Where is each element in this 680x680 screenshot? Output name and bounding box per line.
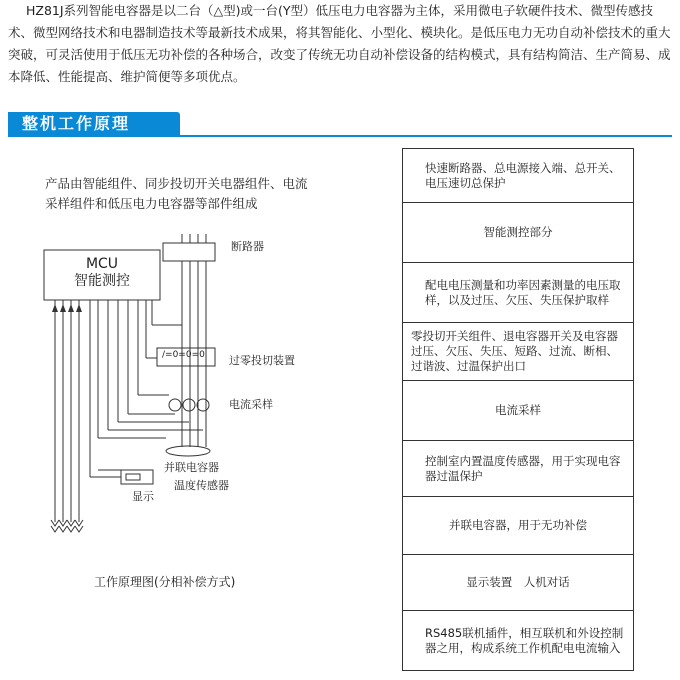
- intro-paragraph: HZ81J系列智能电容器是以二台（△型)或一台(Y型）低压电力电容器为主体，采用微电子软硬件技术、微型传感技术、微型网络技术和电器制造技术等最新技术成果，将其智能化、小型化、模块化。是低压电力无功自动补偿技术的重大突破，可灵活使用于低压无功补偿的各种场合，改变了传统无功自动补偿设备的结构模式，具有结构简洁、生产简易、成本降低、性能提高、维护简便等多项优点。: [8, 3, 671, 84]
- function-cell: 快速断路器、总电源接入端、总开关、电压速切总保护: [403, 149, 634, 203]
- function-row: [403, 203, 634, 263]
- breaker-box: [163, 243, 215, 261]
- function-table: [402, 148, 634, 671]
- function-cell: 智能测控部分: [403, 203, 634, 263]
- temp-sensor-label: 温度传感器: [174, 479, 229, 492]
- function-row: [403, 323, 634, 381]
- display-screen: [126, 474, 140, 480]
- function-row: [403, 611, 634, 671]
- current-coil: [197, 399, 209, 411]
- function-row: [403, 555, 634, 611]
- current-coil: [169, 399, 181, 411]
- function-cell: 并联电容器，用于无功补偿: [403, 497, 634, 555]
- switch-text: /=0=0=0: [162, 350, 205, 360]
- function-cell: 控制室内置温度传感器，用于实现电容器过温保护: [403, 441, 634, 497]
- function-row: [403, 149, 634, 203]
- current-coil: [183, 399, 195, 411]
- capacitor-label: 并联电容器: [164, 461, 219, 474]
- function-cell: RS485联机插件，相互联机和外设控制器之用，构成系统工作机配电电流输入: [403, 611, 634, 671]
- capacitor-symbol: [166, 446, 210, 456]
- diagram-description: 产品由智能组件、同步投切开关电器组件、电流采样组件和低压电力电容器等部件组成: [45, 176, 308, 211]
- function-row: [403, 441, 634, 497]
- signal-arrow: [68, 304, 74, 312]
- signal-arrow: [76, 304, 82, 312]
- mcu-label: [44, 256, 160, 290]
- diagram-caption: 工作原理图(分相补偿方式): [94, 575, 236, 589]
- function-row: [403, 263, 634, 323]
- mcu-subtitle: 智能测控: [74, 273, 130, 289]
- current-sampling-label: 电流采样: [229, 398, 273, 411]
- signal-arrow: [52, 304, 58, 312]
- display-label: 显示: [132, 490, 154, 503]
- function-row: [403, 381, 634, 441]
- signal-arrow: [60, 304, 66, 312]
- breaker-label: 断路器: [231, 240, 264, 253]
- function-cell: 零投切开关组件、退电容器开关及电容器过压、欠压、失压、短路、过流、断相、过谐波、过温保护出口: [403, 323, 634, 381]
- switch-label: 过零投切装置: [229, 354, 295, 367]
- function-row: [403, 497, 634, 555]
- function-cell: 配电电压测量和功率因素测量的电压取样，以及过压、欠压、失压保护取样: [403, 263, 634, 323]
- function-cell: 显示装置 人机对话: [403, 555, 634, 611]
- mcu-title: MCU: [85, 256, 119, 272]
- section-title: 整机工作原理: [22, 114, 131, 133]
- function-cell: 电流采样: [403, 381, 634, 441]
